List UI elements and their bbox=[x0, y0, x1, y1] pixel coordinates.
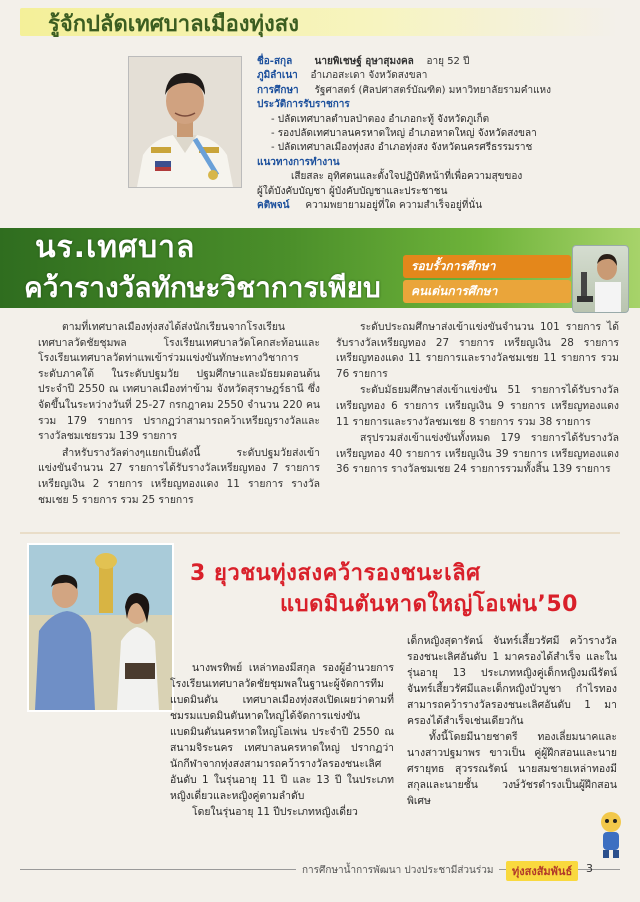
paragraph: ระดับประถมศึกษาส่งเข้าแข่งขันจำนวน 101 รายการ ได้รับรางวัลเหรียญทอง 27 รายการ เหรียญเงิน 28 รายการ เหรียญทองแดง 11 รายการและรางวัลชมเชย 11 รายการ รวม 76 รายการ bbox=[336, 321, 619, 380]
policy-label: แนวทางการทำงาน bbox=[257, 156, 340, 168]
career-item: - ปลัดเทศบาลเมืองทุ่งสง อำเภอทุ่งสง จังหวัดนครศรีธรรมราช bbox=[271, 142, 533, 154]
footer-brand: ทุ่งสงสัมพันธ์ bbox=[506, 861, 578, 881]
news1-column-left bbox=[38, 320, 320, 509]
badminton-headline-line-1: 3 ยุวชนทุ่งสงคว้ารองชนะเลิศ bbox=[190, 561, 481, 586]
profile-block bbox=[257, 55, 627, 213]
career-item: - ปลัดเทศบาลตำบลป่าตอง อำเภอกะทู้ จังหวัดภูเก็ต bbox=[271, 113, 490, 125]
paragraph: สำหรับรางวัลต่างๆแยกเป็นดังนี้ ระดับปฐมวัยส่งเข้าแข่งขันจำนวน 27 รายการได้รับรางวัลเหรียญทอง 7 รายการ เหรียญเงิน 2 รายการ เหรียญทองแดง 11 รายการ รางวัลชมเชย 5 รายการ รวม 25 รายการ bbox=[38, 446, 320, 506]
paragraph: เด็กหญิงสุดารัตน์ จันทร์เสี้ยวรัศมี คว้ารางวัลรองชนะเลิศอันดับ 1 มาครองได้สำเร็จ และในรุ่นอายุ 13 ประเภทหญิงคู่เด็กหญิงมณีรัตน์ จันทร์เสี้ยวรัศมีและเด็กหญิงบัวบูชา กำไรทอง สามารถคว้ารางวัลรองชนะเลิศอันดับ 1 มาครองได้สำเร็จเช่นเดียวกัน bbox=[407, 635, 617, 727]
policy-line: ผู้ใต้บังคับบัญชา ผู้บังคับบัญชาและประชาชน bbox=[257, 185, 448, 197]
news2-column-left bbox=[170, 660, 394, 820]
footer-slogan: การศึกษาน้ำการพัฒนา ปวงประชามีส่วนร่วม bbox=[296, 863, 499, 878]
award-ceremony-photo bbox=[27, 543, 174, 712]
band-title-1: นร.เทศบาล bbox=[35, 230, 196, 265]
career-label: ประวัติการรับราชการ bbox=[257, 99, 350, 111]
badminton-headline-line-2: แบดมินตันหาดใหญ่โอเพ่น’50 bbox=[280, 592, 578, 617]
paragraph: ทั้งนี้โดยมีนายชาตรี ทองเลี่ยมนาคและนางสาวปฐมาพร ขาวเป็น คู่ผู้ฝึกสอนและนายศรายุทธ สุวรรณรัตน์ นายสมชายเหล่าทองมีสกุลและนายชั้น วงษ์วัชรดำรงเป็นผู้ฝึกสอนพิเศษ bbox=[407, 731, 617, 807]
policy-line: เสียสละ อุทิศตนและตั้งใจปฏิบัติหน้าที่เพื่อความสุขของ bbox=[291, 171, 523, 183]
motto-value: ความพยายามอยู่ที่ใด ความสำเร็จอยู่ที่นั่น bbox=[305, 200, 483, 212]
paragraph: ตามที่เทศบาลเมืองทุ่งสงได้ส่งนักเรียนจากโรงเรียนเทศบาลวัดชัยชุมพล โรงเรียนเทศบาลวัดโคกสะท้อนและโรงเรียนเทศบาลวัดท่าแพเข้าร่วมแข่งขันทักษะทางวิชาการระดับภาคใต้ ในระดับปฐมวัย ปฐมศึกษาและมัธยมตอนต้น ประจำปี 2550 ณ เทศบาลเมืองท่าข้าม จังหวัดสุราษฎร์ธานี ซึ่งจัดขึ้นในระหว่างวันที่ 25-27 กรกฎาคม 2550 จำนวน 220 คน รวม 179 รายการ ปรากฏว่าสามารถคว้าเหรียญรางวัลและรางวัลชมเชยรวม 139 รายการ bbox=[38, 321, 320, 443]
news1-column-right bbox=[336, 320, 619, 479]
band-title-2: คว้ารางวัลทักษะวิชาการเพียบ bbox=[24, 271, 381, 304]
section-title: รู้จักปลัดเทศบาลเมืองทุ่งสง bbox=[48, 12, 299, 37]
education-label: การศึกษา bbox=[257, 84, 299, 96]
paragraph: สรุปรวมส่งเข้าแข่งขันทั้งหมด 179 รายการได้รับรางวัลเหรียญทอง 40 รายการ เหรียญเงิน 39 รายการ เหรียญทองแดง 36 รายการ รางวัลชมเชย 24 รายการรวมทั้งสิ้น 139 รายการ bbox=[336, 432, 619, 476]
paragraph: ระดับมัธยมศึกษาส่งเข้าแข่งขัน 51 รายการได้รับรางวัลเหรียญทอง 6 รายการ เหรียญเงิน 9 รายการ เหรียญทองแดง 11 รายการและรางวัลชมเชย 8 รายการ รวม 38 รายการ bbox=[336, 384, 619, 428]
policy-row bbox=[257, 156, 627, 170]
section-divider bbox=[20, 532, 620, 534]
name-value: นายพิเชษฐ์ อุษาสุมงคล bbox=[314, 56, 414, 67]
home-value: อำเภอสะเดา จังหวัดสงขลา bbox=[310, 70, 428, 82]
motto-label: คติพจน์ bbox=[257, 200, 290, 212]
column-badge bbox=[403, 255, 571, 299]
section-header bbox=[0, 0, 640, 44]
motto-row bbox=[257, 199, 627, 213]
paragraph: นางพรทิพย์ เหล่าทองมีสกุล รองผู้อำนวยการโรงเรียนเทศบาลวัดชัยชุมพลในฐานะผู้จัดการทีมแบดมินตัน เทศบาลเมืองทุ่งสงเปิดเผยว่าตามที่ชมรมแบดมินตันหาดใหญ่ได้จัดการแข่งขันแบดมินตันนครหาดใหญ่โอเพ่น ประจำปี 2550 ณ สนามจิระนคร เทศบาลนครหาดใหญ่ ปรากฏว่านักกีฬาจากทุ่งสงสามารถคว้ารางวัลรองชนะเลิศอันดับ 1 ในรุ่นอายุ 11 ปี และ 13 ปี ในประเภทหญิงเดี่ยวและหญิงคู่ตามลำดับ bbox=[170, 662, 394, 802]
career-row bbox=[257, 98, 627, 112]
student-microscope-photo bbox=[572, 245, 629, 313]
badge-label-1: รอบรั้วการศึกษา bbox=[403, 255, 571, 278]
age-value: อายุ 52 ปี bbox=[426, 56, 470, 67]
home-row bbox=[257, 69, 627, 83]
official-portrait-photo bbox=[128, 56, 242, 188]
badge-label-2: คนเด่นการศึกษา bbox=[403, 280, 571, 303]
name-row bbox=[257, 55, 627, 69]
news2-column-right bbox=[407, 633, 617, 809]
paragraph: โดยในรุ่นอายุ 11 ปีประเภทหญิงเดี่ยว bbox=[192, 806, 358, 818]
page-footer bbox=[0, 856, 640, 884]
home-label: ภูมิลำเนา bbox=[257, 70, 298, 82]
page-number: 3 bbox=[586, 862, 593, 875]
career-item: - รองปลัดเทศบาลนครหาดใหญ่ อำเภอหาดใหญ่ จังหวัดสงขลา bbox=[271, 128, 537, 140]
name-label: ชื่อ-สกุล bbox=[257, 56, 293, 67]
education-row bbox=[257, 84, 627, 98]
education-value: รัฐศาสตร์ (ศิลปศาสตร์บัณฑิต) มหาวิทยาลัยรามคำแหง bbox=[314, 84, 551, 96]
mascot-icon bbox=[595, 810, 627, 860]
